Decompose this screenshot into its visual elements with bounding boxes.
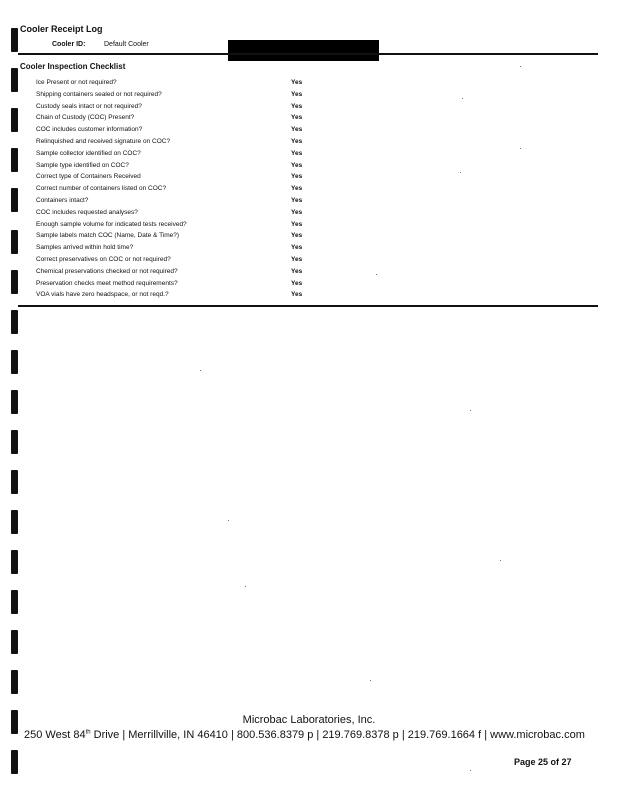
- checklist-question: Sample type identified on COC?: [36, 161, 129, 169]
- checklist-question: Containers intact?: [36, 196, 89, 204]
- page-number: Page 25 of 27: [514, 757, 572, 767]
- checklist-question: Correct preservatives on COC or not required?: [36, 255, 171, 263]
- checklist-answer: Yes: [291, 161, 303, 169]
- checklist-row: [36, 124, 336, 136]
- checklist-row: [36, 195, 336, 207]
- checklist-row: [36, 171, 336, 183]
- checklist-question: Correct number of containers listed on COC?: [36, 185, 167, 193]
- checklist-row: [36, 242, 336, 254]
- binder-hole-mark: [11, 350, 18, 374]
- binder-hole-mark: [11, 28, 18, 52]
- cooler-id-label: Cooler ID:: [52, 41, 86, 48]
- checklist-question: Custody seals intact or not required?: [36, 102, 142, 110]
- binder-hole-mark: [11, 188, 18, 212]
- checklist-answer: Yes: [291, 267, 303, 275]
- binder-hole-mark: [11, 550, 18, 574]
- checklist-row: [36, 183, 336, 195]
- footer-address: [24, 729, 585, 741]
- checklist-answer: Yes: [291, 173, 303, 181]
- checklist-question: Preservation checks meet method requirements?: [36, 279, 178, 287]
- checklist: [36, 77, 336, 301]
- checklist-row: [36, 266, 336, 278]
- checklist-answer: Yes: [291, 196, 303, 204]
- checklist-question: Chain of Custody (COC) Present?: [36, 114, 135, 122]
- checklist-question: Enough sample volume for indicated tests received?: [36, 220, 187, 228]
- binder-hole-mark: [11, 430, 18, 454]
- binder-hole-mark: [11, 148, 18, 172]
- checklist-question: COC includes requested analyses?: [36, 208, 138, 216]
- address-street-number: 250 West 84: [24, 729, 86, 741]
- checklist-question: Relinquished and received signature on COC?: [36, 137, 171, 145]
- binder-hole-mark: [11, 310, 18, 334]
- footer-company: Microbac Laboratories, Inc.: [242, 714, 376, 726]
- checklist-row: [36, 89, 336, 101]
- checklist-row: [36, 101, 336, 113]
- checklist-divider: [18, 305, 598, 307]
- checklist-answer: Yes: [291, 279, 303, 287]
- checklist-row: [36, 77, 336, 89]
- checklist-row: [36, 278, 336, 290]
- binder-hole-mark: [11, 590, 18, 614]
- checklist-row: [36, 230, 336, 242]
- checklist-question: VOA vials have zero headspace, or not reqd.?: [36, 291, 169, 299]
- checklist-answer: Yes: [291, 79, 303, 86]
- checklist-row: [36, 148, 336, 160]
- checklist-answer: Yes: [291, 291, 303, 299]
- checklist-question: COC includes customer information?: [36, 126, 143, 134]
- binder-hole-mark: [11, 230, 18, 254]
- checklist-answer: Yes: [291, 220, 303, 228]
- checklist-row: [36, 254, 336, 266]
- binder-hole-mark: [11, 390, 18, 414]
- checklist-row: [36, 219, 336, 231]
- binder-hole-mark: [11, 750, 18, 774]
- checklist-row: [36, 136, 336, 148]
- checklist-answer: Yes: [291, 208, 303, 216]
- checklist-answer: Yes: [291, 126, 303, 134]
- checklist-question: Sample collector identified on COC?: [36, 149, 141, 157]
- header-divider: [18, 53, 598, 55]
- binder-hole-mark: [11, 630, 18, 654]
- checklist-question: Ice Present or not required?: [36, 79, 117, 86]
- checklist-title: Cooler Inspection Checklist: [20, 62, 126, 71]
- binder-hole-mark: [11, 510, 18, 534]
- address-details: Drive | Merrillville, IN 46410 | 800.536.8379 p | 219.769.8378 p | 219.769.1664 f | www.microbac.com: [90, 729, 585, 741]
- binder-hole-mark: [11, 68, 18, 92]
- binder-hole-mark: [11, 108, 18, 132]
- checklist-answer: Yes: [291, 90, 303, 98]
- checklist-question: Correct type of Containers Received: [36, 173, 141, 181]
- checklist-row: [36, 112, 336, 124]
- checklist-answer: Yes: [291, 185, 303, 193]
- checklist-row: [36, 160, 336, 172]
- checklist-answer: Yes: [291, 102, 303, 110]
- checklist-question: Samples arrived within hold time?: [36, 244, 134, 252]
- checklist-answer: Yes: [291, 137, 303, 145]
- redaction-bar: [228, 40, 379, 61]
- checklist-answer: Yes: [291, 244, 303, 252]
- checklist-answer: Yes: [291, 255, 303, 263]
- checklist-row: [36, 207, 336, 219]
- binder-hole-mark: [11, 270, 18, 294]
- log-title: Cooler Receipt Log: [20, 24, 103, 34]
- checklist-question: Sample labels match COC (Name, Date & Time?): [36, 232, 180, 240]
- checklist-answer: Yes: [291, 149, 303, 157]
- checklist-answer: Yes: [291, 114, 303, 122]
- cooler-id-value: Default Cooler: [104, 41, 149, 48]
- address-ordinal-suffix: th: [85, 729, 91, 736]
- checklist-row: [36, 289, 336, 301]
- checklist-question: Chemical preservations checked or not required?: [36, 267, 178, 275]
- checklist-answer: Yes: [291, 232, 303, 240]
- binder-hole-mark: [11, 670, 18, 694]
- checklist-question: Shipping containers sealed or not required?: [36, 90, 162, 98]
- binder-hole-mark: [11, 470, 18, 494]
